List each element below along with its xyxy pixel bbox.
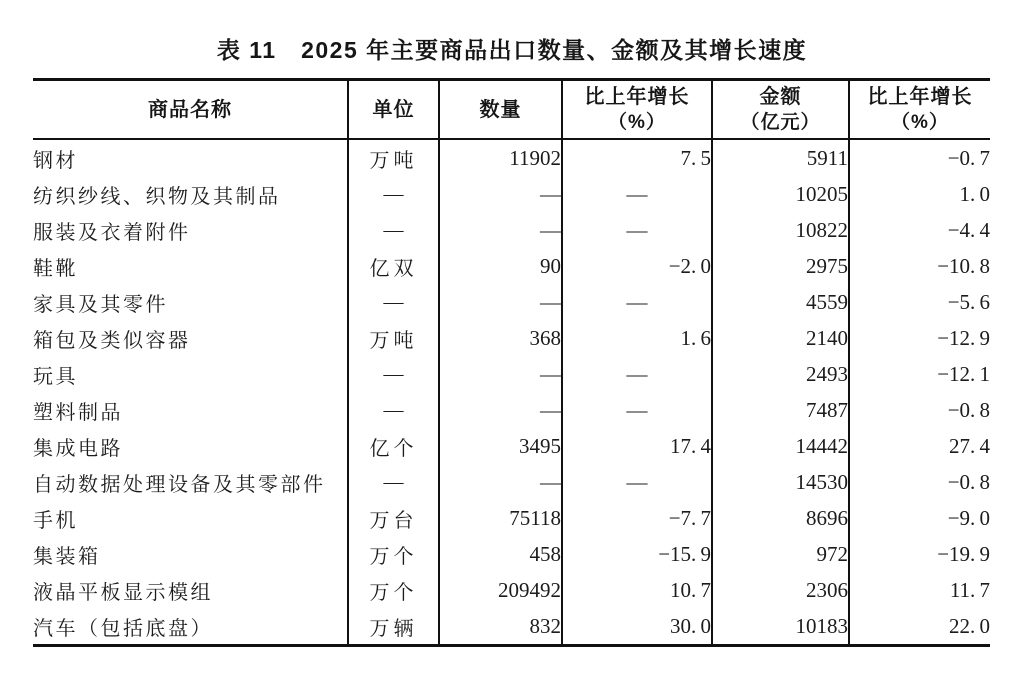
- table-row: [33, 139, 990, 176]
- table-row: [33, 392, 990, 428]
- cell-name: 手机: [33, 509, 78, 532]
- cell-quantity-growth: 17. 4: [562, 428, 712, 464]
- table-row: [33, 248, 990, 284]
- cell-quantity-growth: —: [562, 356, 712, 392]
- cell-quantity-growth: 10. 7: [562, 572, 712, 608]
- cell-amount-growth: −4. 4: [849, 212, 990, 248]
- header-label: 比上年增长: [584, 85, 690, 108]
- cell-unit: 亿双: [348, 248, 439, 284]
- cell-amount: 10822: [712, 212, 849, 248]
- table-row: [33, 536, 990, 572]
- header-label: 金额: [759, 85, 802, 108]
- cell-unit: 万台: [348, 500, 439, 536]
- cell-name: 自动数据处理设备及其零部件: [33, 473, 326, 496]
- cell-amount: 14442: [712, 428, 849, 464]
- cell-amount: 8696: [712, 500, 849, 536]
- cell-amount-growth: −0. 8: [849, 392, 990, 428]
- table-title: 表 11 2025 年主要商品出口数量、金额及其增长速度: [216, 37, 808, 63]
- table-row: [33, 500, 990, 536]
- cell-quantity: 368: [439, 320, 562, 356]
- cell-unit: 万吨: [348, 139, 439, 176]
- cell-quantity: —: [439, 284, 562, 320]
- cell-quantity: 832: [439, 608, 562, 646]
- cell-amount: 5911: [712, 139, 849, 176]
- cell-amount-growth: −12. 1: [849, 356, 990, 392]
- cell-quantity-growth: —: [562, 212, 712, 248]
- cell-amount: 7487: [712, 392, 849, 428]
- table-row: [33, 464, 990, 500]
- cell-amount-growth: 11. 7: [849, 572, 990, 608]
- cell-quantity: —: [439, 464, 562, 500]
- column-header-amount-growth: [849, 80, 990, 140]
- cell-quantity: —: [439, 356, 562, 392]
- cell-quantity-growth: —: [562, 392, 712, 428]
- header-label: 单位: [372, 98, 415, 121]
- cell-name: 箱包及类似容器: [33, 329, 191, 352]
- table-row: [33, 320, 990, 356]
- cell-amount-growth: −12. 9: [849, 320, 990, 356]
- header-sublabel: （%）: [608, 111, 666, 133]
- table-row: [33, 428, 990, 464]
- cell-amount-growth: 22. 0: [849, 608, 990, 646]
- cell-quantity: 11902: [439, 139, 562, 176]
- cell-name: 集成电路: [33, 437, 123, 460]
- table-row: [33, 356, 990, 392]
- cell-amount: 2493: [712, 356, 849, 392]
- cell-quantity: 3495: [439, 428, 562, 464]
- cell-name: 家具及其零件: [33, 293, 168, 316]
- cell-quantity-growth: −2. 0: [562, 248, 712, 284]
- table-row: [33, 176, 990, 212]
- cell-amount-growth: 27. 4: [849, 428, 990, 464]
- cell-amount-growth: −10. 8: [849, 248, 990, 284]
- cell-unit: 万个: [348, 536, 439, 572]
- cell-quantity-growth: 1. 6: [562, 320, 712, 356]
- cell-amount-growth: −0. 8: [849, 464, 990, 500]
- header-label: 数量: [479, 98, 522, 121]
- cell-amount-growth: −9. 0: [849, 500, 990, 536]
- cell-amount: 10183: [712, 608, 849, 646]
- column-header-amount: [712, 80, 849, 140]
- cell-amount: 972: [712, 536, 849, 572]
- cell-name: 玩具: [33, 365, 78, 388]
- cell-amount-growth: −19. 9: [849, 536, 990, 572]
- cell-unit: —: [348, 464, 439, 500]
- cell-name: 服装及衣着附件: [33, 221, 191, 244]
- cell-amount: 2306: [712, 572, 849, 608]
- cell-quantity-growth: 7. 5: [562, 139, 712, 176]
- cell-name: 鞋靴: [33, 257, 78, 280]
- cell-quantity-growth: —: [562, 464, 712, 500]
- table-header: [33, 80, 990, 140]
- header-label: 商品名称: [148, 98, 232, 121]
- cell-quantity-growth: 30. 0: [562, 608, 712, 646]
- cell-quantity-growth: —: [562, 284, 712, 320]
- cell-amount-growth: 1. 0: [849, 176, 990, 212]
- table-body: [33, 139, 990, 646]
- cell-name: 集装箱: [33, 545, 101, 568]
- cell-unit: 亿个: [348, 428, 439, 464]
- cell-quantity: 75118: [439, 500, 562, 536]
- cell-name: 塑料制品: [33, 401, 123, 424]
- cell-quantity: —: [439, 392, 562, 428]
- cell-quantity-growth: −7. 7: [562, 500, 712, 536]
- header-row: [33, 80, 990, 140]
- cell-quantity-growth: −15. 9: [562, 536, 712, 572]
- column-header-quantity: [439, 80, 562, 140]
- cell-name: 汽车（包括底盘）: [33, 617, 213, 640]
- table-row: [33, 572, 990, 608]
- cell-unit: —: [348, 284, 439, 320]
- cell-unit: —: [348, 176, 439, 212]
- cell-unit: —: [348, 212, 439, 248]
- column-header-quantity-growth: [562, 80, 712, 140]
- cell-quantity: 458: [439, 536, 562, 572]
- cell-quantity: —: [439, 212, 562, 248]
- cell-amount: 2140: [712, 320, 849, 356]
- cell-name: 纺织纱线、织物及其制品: [33, 185, 281, 208]
- cell-quantity: —: [439, 176, 562, 212]
- cell-amount: 4559: [712, 284, 849, 320]
- cell-unit: —: [348, 392, 439, 428]
- table-row: [33, 608, 990, 646]
- cell-unit: 万辆: [348, 608, 439, 646]
- header-label: 比上年增长: [867, 85, 973, 108]
- header-sublabel: （%）: [891, 111, 949, 133]
- cell-quantity: 90: [439, 248, 562, 284]
- cell-quantity: 209492: [439, 572, 562, 608]
- cell-amount: 14530: [712, 464, 849, 500]
- cell-name: 液晶平板显示模组: [33, 581, 213, 604]
- table-row: [33, 212, 990, 248]
- cell-amount: 10205: [712, 176, 849, 212]
- column-header-name: [33, 80, 348, 140]
- cell-amount: 2975: [712, 248, 849, 284]
- table-row: [33, 284, 990, 320]
- cell-name: 钢材: [33, 149, 78, 172]
- column-header-unit: [348, 80, 439, 140]
- cell-unit: —: [348, 356, 439, 392]
- cell-unit: 万吨: [348, 320, 439, 356]
- header-sublabel: （亿元）: [740, 111, 821, 133]
- cell-unit: 万个: [348, 572, 439, 608]
- commodity-export-table: [33, 78, 990, 647]
- cell-amount-growth: −0. 7: [849, 139, 990, 176]
- cell-amount-growth: −5. 6: [849, 284, 990, 320]
- cell-quantity-growth: —: [562, 176, 712, 212]
